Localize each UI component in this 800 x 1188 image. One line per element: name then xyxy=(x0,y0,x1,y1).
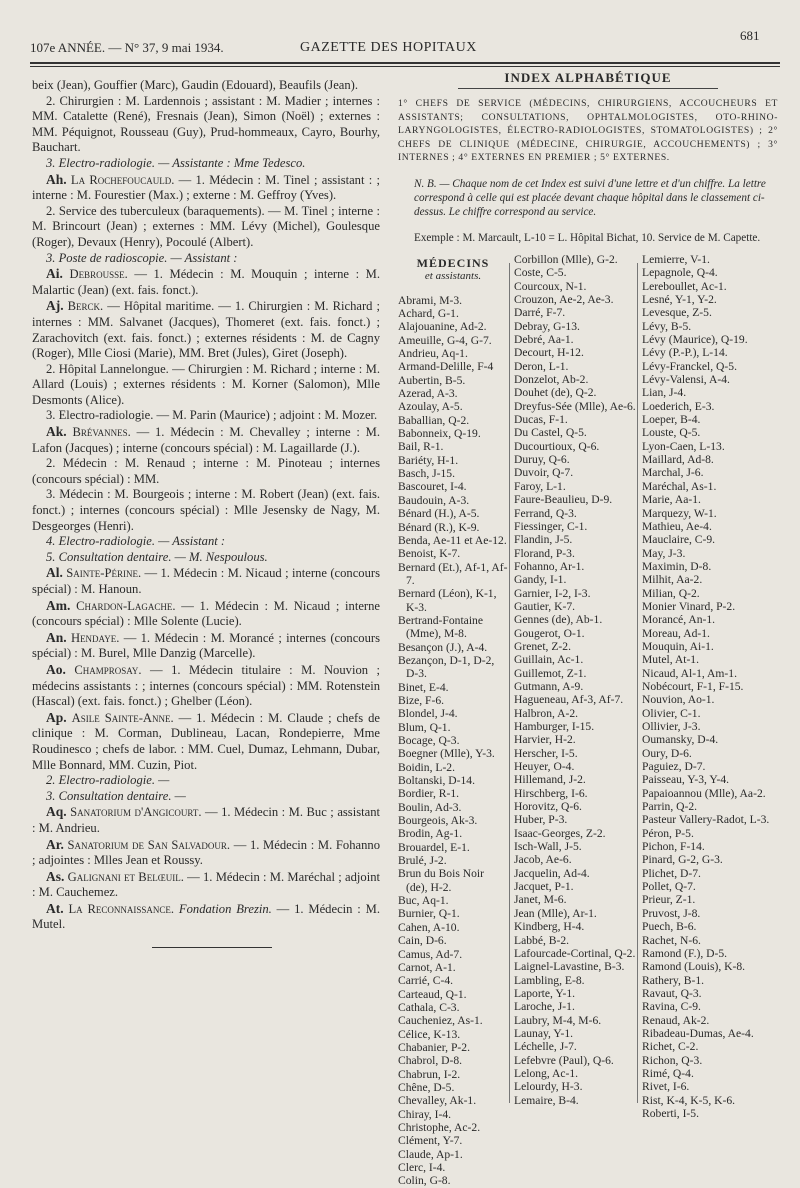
index-entry: Brulé, J-2. xyxy=(398,854,447,868)
index-entry: Rivet, I-6. xyxy=(642,1080,690,1094)
index-entry: Loederich, E-3. xyxy=(642,399,715,413)
column-divider xyxy=(509,263,510,1103)
index-entry: Crouzon, Ae-2, Ae-3. xyxy=(514,293,614,306)
index-entry: Christophe, Ac-2. xyxy=(398,1120,481,1134)
hospital-entry-at: At. La Reconnaissance. Fondation Brezin. — 1. Médecin : M. Mutel. xyxy=(32,900,380,932)
hospital-entry-am: Am. Chardon-Lagache. — 1. Médecin : M. Nicaud ; interne (concours spécial) : Mlle Solente (Lucie). xyxy=(32,597,380,629)
index-entry: Lian, J-4. xyxy=(642,386,687,400)
index-entry: Bezançon, D-1, D-2, D-3. xyxy=(398,653,495,681)
index-entry: Péron, P-5. xyxy=(642,826,694,840)
index-column-3 xyxy=(642,253,778,1120)
index-entry: Bénard (H.), A-5. xyxy=(398,507,480,521)
index-entry: Oury, D-6. xyxy=(642,746,692,760)
index-entry: Pollet, Q-7. xyxy=(642,880,696,894)
index-example: Exemple : M. Marcault, L-10 = L. Hôpital Bichat, 10. Service de M. Capette. xyxy=(414,231,761,244)
index-entry: Launay, Y-1. xyxy=(514,1026,574,1040)
index-entry: Lévy-Valensi, A-4. xyxy=(642,373,730,387)
index-entry: Decourt, H-12. xyxy=(514,346,584,360)
alphabetical-index xyxy=(398,70,778,1188)
index-entry: Buc, Aq-1. xyxy=(398,894,449,908)
index-entry: Ollivier, J-3. xyxy=(642,720,701,733)
index-entry: Chabrol, D-8. xyxy=(398,1054,463,1068)
index-entry: Roberti, I-5. xyxy=(642,1106,699,1120)
index-entry: Jacob, Ae-6. xyxy=(514,853,572,867)
index-entry: Rachet, N-6. xyxy=(642,933,701,947)
index-entry: Lesné, Y-1, Y-2. xyxy=(642,293,717,306)
hospital-entry-ah: Ah. La Rochefoucauld. — 1. Médecin : M. Tinel ; assistant : ; interne : M. Fourestier (Max.) ; externe : M. Geffroy (Yves). xyxy=(32,171,380,203)
index-entry: Ameuille, G-4, G-7. xyxy=(398,333,492,347)
index-entry: Papaioannou (Mlle), Aa-2. xyxy=(642,786,766,800)
index-entry: Rathery, B-1. xyxy=(642,973,705,987)
index-entry: Flandin, J-5. xyxy=(514,533,573,547)
index-entry: Boidin, L-2. xyxy=(398,760,456,774)
index-entry: Clerc, I-4. xyxy=(398,1161,446,1174)
hospital-entry-an: An. Hendaye. — 1. Médecin : M. Morancé ; internes (concours spécial) : M. Burel, Mlle Danzig (Marcelle). xyxy=(32,629,380,661)
paragraph: 3. Poste de radioscopie. — Assistant : xyxy=(46,250,238,265)
index-entry: Oumansky, D-4. xyxy=(642,733,719,747)
index-entry: Léchelle, J-7. xyxy=(514,1040,577,1054)
index-entry: May, J-3. xyxy=(642,546,686,560)
index-entry: Ribadeau-Dumas, Ae-4. xyxy=(642,1026,754,1040)
index-entry: Gennes (de), Ab-1. xyxy=(514,613,603,627)
index-entry: Hirschberg, I-6. xyxy=(514,786,588,800)
index-entry: Achard, G-1. xyxy=(398,307,459,320)
index-entry: Jean (Mlle), Ar-1. xyxy=(514,906,597,920)
index-entry: Monier Vinard, P-2. xyxy=(642,599,736,613)
index-entry: Darré, F-7. xyxy=(514,306,566,320)
index-entry: Fiessinger, C-1. xyxy=(514,519,588,533)
index-entry: Lévy (Maurice), Q-19. xyxy=(642,333,748,347)
index-entry: Herscher, I-5. xyxy=(514,746,578,760)
index-entry: Aubertin, B-5. xyxy=(398,373,466,387)
hospital-entry-aq: Aq. Sanatorium d'Angicourt. — 1. Médecin : M. Buc ; assistant : M. Andrieu. xyxy=(32,804,380,835)
index-entry: Lefebvre (Paul), Q-6. xyxy=(514,1053,614,1067)
paragraph: 2. Service des tuberculeux (baraquements). — M. Tinel ; interne : M. Brincourt (Jean) ; externes : MM. Lévy (Michel), Goulesque (Roger), Devaux (Henry), Pocoulé (Albert). xyxy=(32,203,380,249)
paragraph: 3. Médecin : M. Bourgeois ; interne : M. Robert (Jean) (ext. fais. fonct.) ; internes (concours spécial) : Mlle Jesensky de Nagy, M. Desgeorges (Henri). xyxy=(32,487,380,533)
index-entry: Bénard (R.), K-9. xyxy=(398,520,480,534)
paragraph: 4. Electro-radiologie. — Assistant : xyxy=(46,534,226,549)
index-entry: Chabrun, I-2. xyxy=(398,1067,461,1081)
index-entry: Pasteur Vallery-Radot, L-3. xyxy=(642,813,770,827)
index-entry: Ravina, C-9. xyxy=(642,1000,701,1014)
index-entry: Gandy, I-1. xyxy=(514,573,567,587)
paragraph: 2. Chirurgien : M. Lardennois ; assistant : M. Madier ; internes : MM. Catalette (René), Fresnais (Jean), Simon (Noël) ; externes : MM. Péquignot, Rousseau (Guy), Prud-hommeaux, Cayro, Bourhy, Bauchart. xyxy=(32,93,380,155)
paragraph: beix (Jean), Gouffier (Marc), Gaudin (Edouard), Beaufils (Jean). xyxy=(32,78,359,92)
index-entry: Horovitz, Q-6. xyxy=(514,800,582,814)
header-rule xyxy=(30,62,780,64)
index-entry: Armand-Delille, F-4 xyxy=(398,360,494,374)
index-entry: Renaud, Ak-2. xyxy=(642,1013,710,1027)
index-entry: Chevalley, Ak-1. xyxy=(398,1094,477,1108)
index-entry: Grenet, Z-2. xyxy=(514,639,571,653)
index-entry: Azerad, A-3. xyxy=(398,387,458,401)
index-entry: Claude, Ap-1. xyxy=(398,1147,463,1161)
index-entry: Ducas, F-1. xyxy=(514,413,568,427)
index-entry: Corbillon (Mlle), G-2. xyxy=(514,252,618,266)
index-entry: Mutel, At-1. xyxy=(642,653,700,667)
index-entry: Bernard (Et.), Af-1, Af-7. xyxy=(398,560,508,587)
index-entry: Rimé, Q-4. xyxy=(642,1066,694,1080)
hospital-entry-ao: Ao. Champrosay. — 1. Médecin titulaire : M. Nouvion ; médecins assistants : ; internes (concours spécial) : MM. Rotenstein (Hascal) (ext. fais. fonct.) ; Ghelber (Léon). xyxy=(32,661,380,709)
index-entry: Célice, K-13. xyxy=(398,1027,461,1041)
index-entry: Carnot, A-1. xyxy=(398,960,456,974)
index-entry: Milhit, Aa-2. xyxy=(642,573,703,587)
index-entry: Mathieu, Ae-4. xyxy=(642,519,712,533)
index-entry: Debré, Aa-1. xyxy=(514,333,574,347)
index-entry: Chiray, I-4. xyxy=(398,1107,452,1121)
index-entry: Bail, R-1. xyxy=(398,440,444,454)
index-entry: Debray, G-13. xyxy=(514,319,580,333)
index-entry: Labbé, B-2. xyxy=(514,933,570,947)
paragraph: 3. Consultation dentaire. — xyxy=(46,788,186,803)
index-entry: Pruvost, J-8. xyxy=(642,906,701,920)
index-entry: Hamburger, I-15. xyxy=(514,720,595,733)
index-entry: Brodin, Ag-1. xyxy=(398,827,463,841)
index-entry: Azoulay, A-5. xyxy=(398,400,463,414)
index-entry: Blum, Q-1. xyxy=(398,720,451,734)
index-entry: Bize, F-6. xyxy=(398,693,445,707)
index-entry: Cahen, A-10. xyxy=(398,920,460,934)
index-entry: Puech, B-6. xyxy=(642,920,697,934)
index-column-2 xyxy=(514,253,638,1107)
index-entry: Chêne, D-5. xyxy=(398,1080,455,1094)
index-note: N. B. — Chaque nom de cet Index est suivi d'une lettre et d'un chiffre. La lettre correspond à celle qui est placée devant chaque hôpital dans le classement ci-dessus. Le chiffre correspond au service. xyxy=(414,177,766,218)
paragraph: 3. Electro-radiologie. — M. Parin (Maurice) ; adjoint : M. Mozer. xyxy=(46,408,378,423)
index-entry: Huber, P-3. xyxy=(514,813,568,827)
index-entry: Laignel-Lavastine, B-3. xyxy=(514,960,625,974)
index-entry: Louste, Q-5. xyxy=(642,426,701,440)
index-entry: Lambling, E-8. xyxy=(514,973,585,987)
index-entry: Paguiez, D-7. xyxy=(642,760,706,774)
index-title: INDEX ALPHABÉTIQUE xyxy=(458,70,718,89)
index-entry: Bertrand-Fontaine (Mme), M-8. xyxy=(398,613,483,641)
index-entry: Bascouret, I-4. xyxy=(398,480,467,494)
index-entry: Boegner (Mlle), Y-3. xyxy=(398,747,495,761)
index-entry: Gutmann, A-9. xyxy=(514,679,584,693)
index-entry: Loeper, B-4. xyxy=(642,413,701,427)
index-entry: Bariéty, H-1. xyxy=(398,453,459,467)
index-entry: Harvier, H-2. xyxy=(514,733,576,747)
index-entry: Brun du Bois Noir (de), H-2. xyxy=(398,867,484,894)
index-entry: Lévy-Franckel, Q-5. xyxy=(642,359,737,373)
issue-info: 107e ANNÉE. — N° 37, 9 mai 1934. xyxy=(30,40,224,55)
paragraph: 2. Médecin : M. Renaud ; interne : M. Pinoteau ; internes (concours spécial) : MM. xyxy=(32,456,380,486)
index-lists xyxy=(398,252,778,1188)
index-entry: Lemaire, B-4. xyxy=(514,1093,579,1107)
index-entry: Jacquelin, Ad-4. xyxy=(514,866,590,880)
index-entry: Ravaut, Q-3. xyxy=(642,986,702,1000)
index-entry: Marquezy, W-1. xyxy=(642,506,717,520)
hospital-entry-al: Al. Sainte-Périne. — 1. Médecin : M. Nicaud ; interne (concours spécial) : M. Hanoun. xyxy=(32,565,380,596)
paragraph: 5. Consultation dentaire. — M. Nespoulous. xyxy=(46,549,268,564)
index-entry: Maximin, D-8. xyxy=(642,559,712,573)
index-entry: Carteaud, Q-1. xyxy=(398,987,467,1001)
index-entry: Colin, G-8. xyxy=(398,1174,451,1188)
index-entry: Cathala, C-3. xyxy=(398,1000,460,1014)
running-header xyxy=(30,40,780,60)
hospital-entry-as: As. Galignani et Belœuil. — 1. Médecin : M. Maréchal ; adjoint : M. Cauchemez. xyxy=(32,868,380,900)
index-entry: Plichet, D-7. xyxy=(642,866,701,880)
index-entry: Gougerot, O-1. xyxy=(514,626,585,640)
index-entry: Baballian, Q-2. xyxy=(398,413,470,427)
end-rule xyxy=(152,947,272,948)
index-entry: Deron, L-1. xyxy=(514,359,569,373)
index-entry: Nobécourt, F-1, F-15. xyxy=(642,679,744,693)
index-entry: Basch, J-15. xyxy=(398,467,455,481)
list-subheading: et assistants. xyxy=(424,270,482,283)
index-entry: Carrié, C-4. xyxy=(398,974,454,988)
index-entry: Boltanski, D-14. xyxy=(398,774,475,788)
hospital-entry-ar: Ar. Sanatorium de San Salvadour. — 1. Médecin : M. Fohanno ; adjointes : Mlles Jean et Roussy. xyxy=(32,836,380,868)
index-entry: Florand, P-3. xyxy=(514,546,575,560)
hospital-entry-ap: Ap. Asile Sainte-Anne. — 1. Médecin : M. Claude ; chefs de clinique : M. Corman, Dublineau, Lacan, Rondepierre, Mme Roudinesco ; chefs de labor. : MM. Cuel, Dumaz, Lehmann, Dubar, Mlle Bonnard, MM. Cuzin, Piot. xyxy=(32,709,380,772)
index-entry: Andrieu, Aq-1. xyxy=(398,347,468,361)
page-number: 681 xyxy=(740,28,760,43)
index-entry: Blondel, J-4. xyxy=(398,707,458,721)
index-entry: Laubry, M-4, M-6. xyxy=(514,1013,602,1027)
index-entry: Nicaud, Al-1, Am-1. xyxy=(642,666,737,680)
index-entry: Mouquin, Ai-1. xyxy=(642,639,714,653)
index-entry: Courcoux, N-1. xyxy=(514,279,587,293)
index-entry: Lereboullet, Ac-1. xyxy=(642,279,727,293)
index-entry: Lyon-Caen, L-13. xyxy=(642,439,725,453)
index-column-1 xyxy=(398,253,508,1188)
index-entry: Gautier, K-7. xyxy=(514,599,576,613)
index-entry: Abrami, M-3. xyxy=(398,293,463,307)
index-entry: Ramond (Louis), K-8. xyxy=(642,960,746,974)
index-entry: Rist, K-4, K-5, K-6. xyxy=(642,1093,736,1107)
index-entry: Levesque, Z-5. xyxy=(642,306,712,320)
index-entry: Fohanno, Ar-1. xyxy=(514,559,585,573)
index-entry: Prieur, Z-1. xyxy=(642,893,696,907)
index-entry: Bernard (Léon), K-1, K-3. xyxy=(398,587,497,614)
index-entry: Lelong, Ac-1. xyxy=(514,1066,579,1080)
index-entry: Halbron, A-2. xyxy=(514,706,579,720)
index-entry: Guillemot, Z-1. xyxy=(514,666,587,680)
index-entry: Maréchal, As-1. xyxy=(642,479,717,493)
index-entry: Camus, Ad-7. xyxy=(398,947,463,961)
index-entry: Morancé, An-1. xyxy=(642,613,716,627)
index-entry: Babonneix, Q-19. xyxy=(398,427,481,441)
index-entry: Isaac-Georges, Z-2. xyxy=(514,826,606,840)
index-entry: Lelourdy, H-3. xyxy=(514,1080,583,1094)
index-entry: Moreau, Ad-1. xyxy=(642,626,710,640)
index-entry: Besançon (J.), A-4. xyxy=(398,640,488,654)
index-entry: Laroche, J-1. xyxy=(514,1000,575,1014)
index-entry: Bourgeois, Ak-3. xyxy=(398,814,478,828)
index-entry: Benda, Ae-11 et Ae-12. xyxy=(398,533,507,547)
index-entry: Clément, Y-7. xyxy=(398,1134,463,1148)
index-entry: Bocage, Q-3. xyxy=(398,734,460,747)
index-entry: Kindberg, H-4. xyxy=(514,920,585,934)
index-entry: Binet, E-4. xyxy=(398,680,449,694)
index-entry: Dreyfus-Sée (Mlle), Ae-6. xyxy=(514,399,636,413)
paragraph: 2. Electro-radiologie. — xyxy=(46,773,170,788)
index-entry: Lévy (P.-P.), L-14. xyxy=(642,346,728,360)
index-entry: Heuyer, O-4. xyxy=(514,760,575,774)
index-entry: Du Castel, Q-5. xyxy=(514,426,587,440)
paragraph: 3. Electro-radiologie. — Assistante : Mme Tedesco. xyxy=(46,155,306,170)
paragraph: 2. Hôpital Lannelongue. — Chirurgien : M. Richard ; interne : M. Allard (Louis) ; externes résidents : M. Korner (Salomon), Mlle Desmonts (Alice). xyxy=(32,361,380,407)
index-entry: Duruy, Q-6. xyxy=(514,453,570,467)
index-entry: Richon, Q-3. xyxy=(642,1053,703,1067)
index-entry: Jacquet, P-1. xyxy=(514,880,574,894)
hospital-entry-ak: Ak. Brévannes. — 1. Médecin : M. Chevalley ; interne : M. Lafon (Jacques) ; interne (concours spécial) : M. Lagaillarde (J.). xyxy=(32,424,381,455)
list-heading: MÉDECINS xyxy=(416,255,490,270)
index-entry: Lévy, B-5. xyxy=(642,319,692,333)
index-entry: Cain, D-6. xyxy=(398,934,447,948)
index-entry: Faroy, L-1. xyxy=(514,479,566,493)
index-entry: Maillard, Ad-8. xyxy=(642,453,714,467)
index-entry: Milian, Q-2. xyxy=(642,586,700,600)
index-entry: Marie, Aa-1. xyxy=(642,493,701,507)
index-entry: Mauclaire, C-9. xyxy=(642,533,716,547)
index-entry: Lepagnole, Q-4. xyxy=(642,266,718,280)
index-entry: Ramond (F.), D-5. xyxy=(642,946,728,960)
index-entry: Paisseau, Y-3, Y-4. xyxy=(642,773,730,787)
index-entry: Douhet (de), Q-2. xyxy=(514,386,597,400)
index-entry: Benoist, K-7. xyxy=(398,547,461,561)
index-entry: Boulin, Ad-3. xyxy=(398,800,462,814)
index-entry: Lemierre, V-1. xyxy=(642,252,710,266)
index-entry: Hillemand, J-2. xyxy=(514,773,586,787)
journal-title: GAZETTE DES HOPITAUX xyxy=(300,40,477,55)
index-entry: Ducourtioux, Q-6. xyxy=(514,439,600,453)
index-entry: Janet, M-6. xyxy=(514,893,567,907)
index-entry: Laporte, Y-1. xyxy=(514,986,576,1000)
index-entry: Marchal, J-6. xyxy=(642,466,704,480)
index-entry: Parrin, Q-2. xyxy=(642,800,698,814)
header-rule-thin xyxy=(30,66,780,67)
index-entry: Pinard, G-2, G-3. xyxy=(642,853,723,867)
index-entry: Caucheniez, As-1. xyxy=(398,1014,483,1028)
index-entry: Coste, C-5. xyxy=(514,266,567,280)
index-entry: Alajouanine, Ad-2. xyxy=(398,320,487,334)
index-entry: Faure-Beaulieu, D-9. xyxy=(514,493,613,507)
index-entry: Hagueneau, Af-3, Af-7. xyxy=(514,693,624,707)
hospital-listing-column xyxy=(32,78,380,948)
index-entry: Baudouin, A-3. xyxy=(398,493,470,507)
index-intro: 1° CHEFS DE SERVICE (MÉDECINS, CHIRURGIENS, ACCOUCHEURS ET ASSISTANTS; CONSULTATIONS, OPHTALMOLOGISTES, OTO-RHINO-LARYNGOLOGISTES, ÉLECTRO-RADIOLOGISTES, STOMATOLOGISTES) ; 2° CHEFS DE CLINIQUE (MÉDECINE, CHIRURGIE, ACCOUCHEMENTS) ; 3° INTERNES ; 4° EXTERNES EN PREMIER ; 5° EXTERNES. xyxy=(398,98,778,164)
index-entry: Duvoir, Q-7. xyxy=(514,466,574,480)
index-entry: Donzelot, Ab-2. xyxy=(514,373,589,387)
index-entry: Isch-Wall, J-5. xyxy=(514,840,582,854)
index-entry: Burnier, Q-1. xyxy=(398,907,460,921)
index-entry: Olivier, C-1. xyxy=(642,706,701,720)
index-entry: Brouardel, E-1. xyxy=(398,840,470,854)
index-entry: Garnier, I-2, I-3. xyxy=(514,586,591,600)
index-entry: Guillain, Ac-1. xyxy=(514,653,584,667)
index-entry: Chabanier, P-2. xyxy=(398,1040,470,1054)
index-entry: Richet, C-2. xyxy=(642,1040,699,1054)
hospital-entry-ai: Ai. Debrousse. — 1. Médecin : M. Mouquin ; interne : M. Malartic (Jean) (ext. fais. fonct.). xyxy=(32,266,380,297)
index-entry: Ferrand, Q-3. xyxy=(514,506,577,520)
hospital-entry-aj: Aj. Berck. — Hôpital maritime. — 1. Chirurgien : M. Richard ; internes : MM. Salvanet (Jacques), Thomeret (ext. fais. fonct.) ; Zarachovitch (ext. fais. fonct.) ; externes résidents : M. de Cagny (Roger), Mlle Ciosi (Marie), MM. Bret (Jules), Giret (Joseph). xyxy=(32,298,380,361)
index-entry: Bordier, R-1. xyxy=(398,787,460,801)
index-entry: Lafourcade-Cortinal, Q-2. xyxy=(514,946,636,960)
index-entry: Nouvion, Ao-1. xyxy=(642,693,715,707)
index-entry: Pichon, F-14. xyxy=(642,840,705,854)
